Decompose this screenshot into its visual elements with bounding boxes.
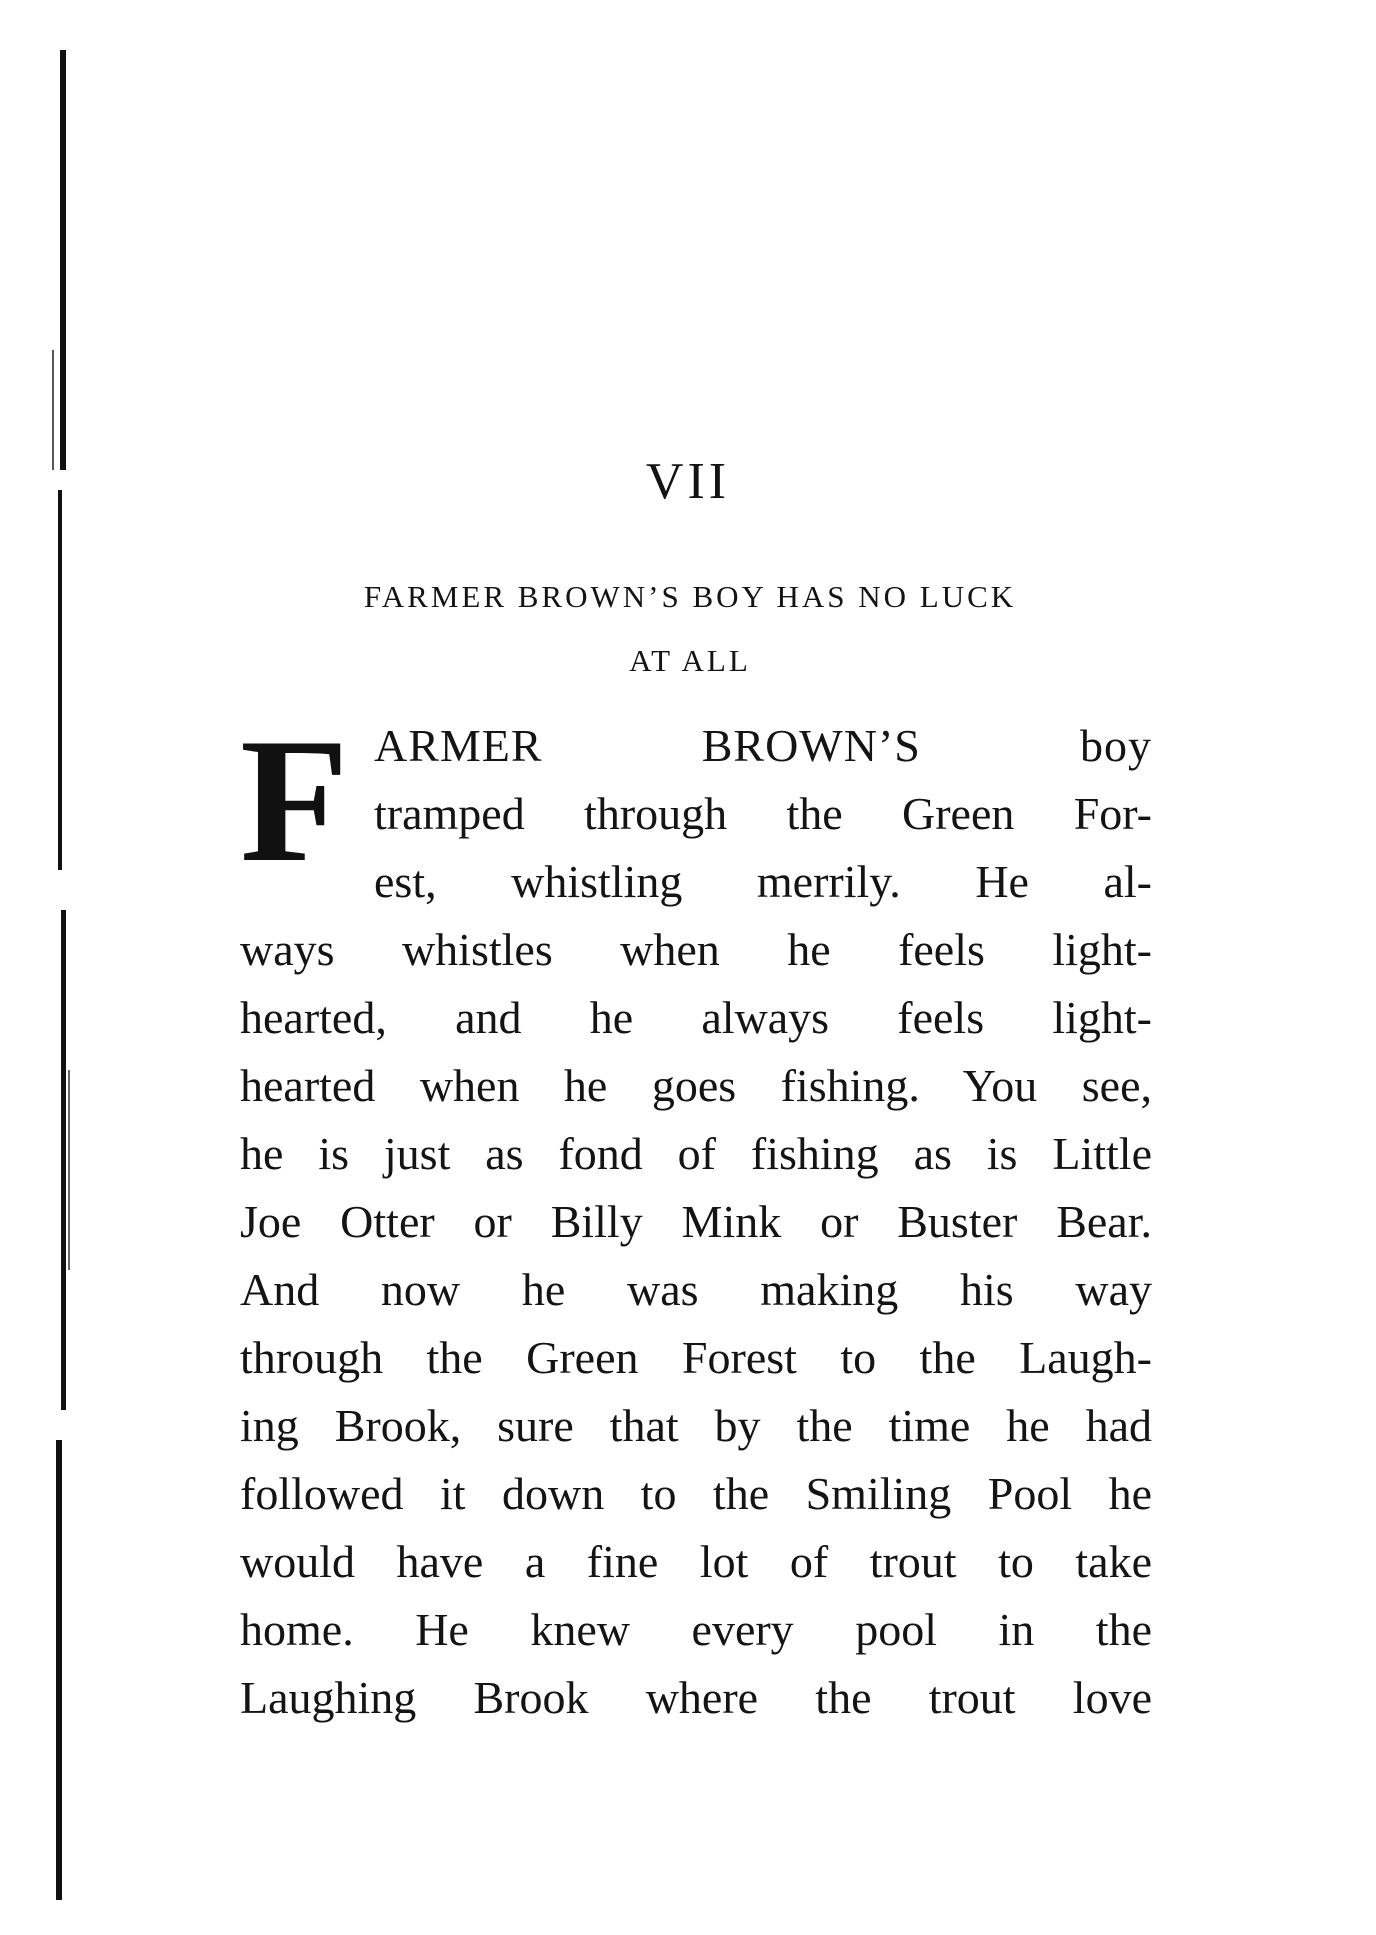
text-line: home. He knew every pool in the (240, 1604, 1152, 1655)
text-line: hearted when he goes fishing. You see, (240, 1060, 1152, 1111)
chapter-number: VII (645, 453, 731, 510)
text-line: ARMER BROWN’S boy (374, 720, 1152, 771)
chapter-title-line-1: FARMER BROWN’S BOY HAS NO LUCK (363, 579, 1017, 614)
text-line: ing Brook, sure that by the time he had (240, 1400, 1152, 1451)
text-line: followed it down to the Smiling Pool he (240, 1468, 1152, 1519)
text-line: he is just as fond of fishing as is Little (240, 1128, 1152, 1179)
page-binding-edge (40, 50, 74, 1900)
text-line: ways whistles when he feels light- (240, 924, 1152, 975)
text-line: est, whistling merrily. He al- (374, 856, 1152, 907)
drop-cap-initial: F (240, 701, 349, 899)
chapter-title-line-2: AT ALL (629, 643, 751, 678)
text-line: Joe Otter or Billy Mink or Buster Bear. (240, 1196, 1152, 1247)
chapter-body-text (240, 701, 1152, 1732)
text-line: tramped through the Green For- (374, 788, 1152, 839)
text-line: would have a fine lot of trout to take (240, 1536, 1152, 1587)
text-line: Laughing Brook where the trout love (240, 1672, 1152, 1723)
text-line: And now he was making his way (240, 1264, 1152, 1315)
text-line: hearted, and he always feels light- (240, 992, 1152, 1043)
text-line: through the Green Forest to the Laugh- (240, 1332, 1152, 1383)
chapter-title (230, 565, 1150, 693)
